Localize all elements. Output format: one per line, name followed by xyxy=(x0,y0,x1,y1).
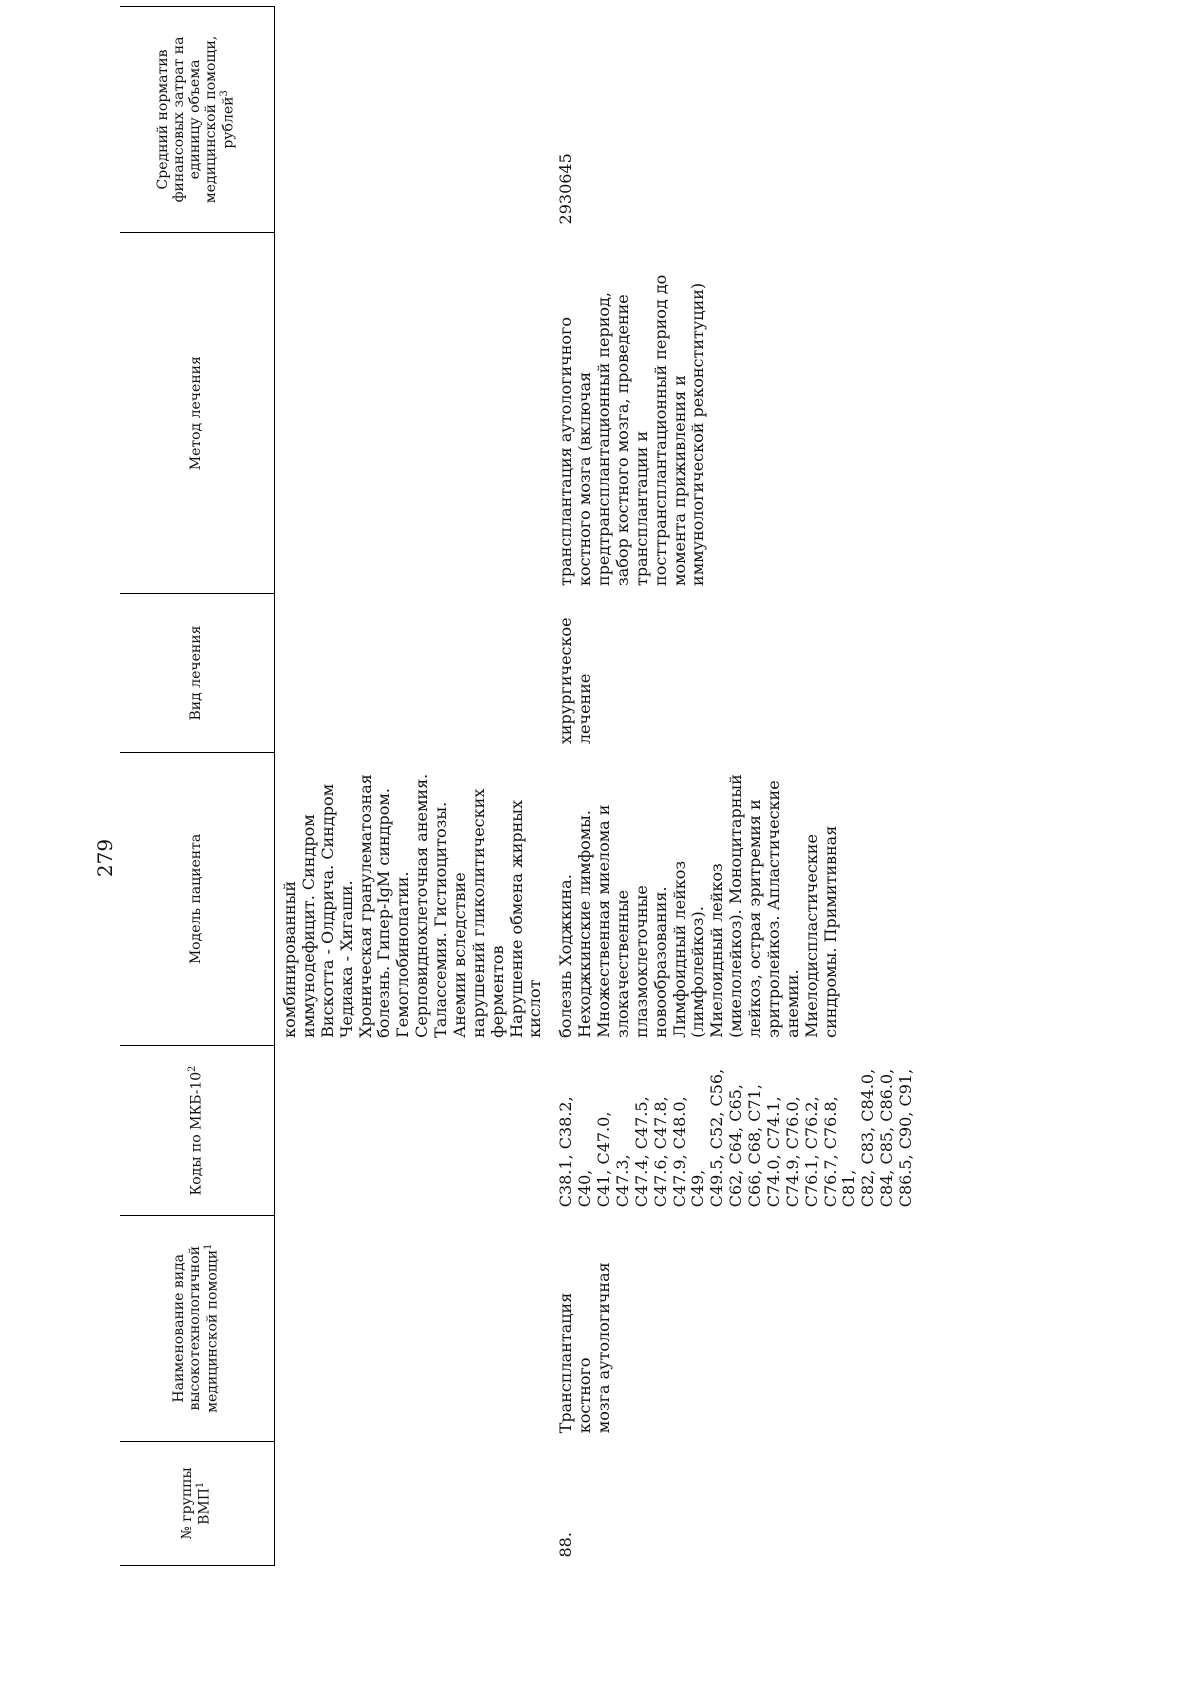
table-container xyxy=(120,6,1120,1566)
table-row xyxy=(275,7,552,1566)
cell-patient-model: болезнь Ходжкина. Неходжкинские лимфомы. Множественная миелома и злокачественные плазмоклеточные новообразования. Лимфоидный лейкоз (лимфолейкоз). Миелоидный лейкоз (миелолейкоз). Моноцитарный лейкоз, острая эритремия и эритролейкоз. Апластические анемии. Миелодиспластические синдромы. Примитивная xyxy=(556,774,840,1038)
header-row xyxy=(120,7,275,1566)
cell-icd-codes: C38.1, C38.2, C40, C41, C47.0, C47.3, C47.4, C47.5, C47.6, C47.8, C47.9, C48.0, C49, C49.5, C52, C56, C62, C64, C65, C66, C68, C71, C74.0, C74.1, C74.9, C76.0, C76.1, C76.2, C76.7, C76.8, C81, C82, C83, C84.0, C84, C85, C86.0, C86.5, C90, C91, xyxy=(556,1068,915,1208)
cell-icd-codes xyxy=(275,1046,552,1215)
cell-group-number: 88. xyxy=(556,1532,576,1558)
header-treatment-method: Метод лечения xyxy=(120,232,275,594)
vmp-table xyxy=(120,6,922,1566)
cell-cost-norm xyxy=(275,7,552,233)
header-treatment-type: Вид лечения xyxy=(120,594,275,752)
table-row xyxy=(551,7,922,1566)
table-header xyxy=(120,7,275,1566)
cell-cost-norm: 2930645 xyxy=(556,153,576,225)
header-vmp-name: Наименование вида высокотехнологичной медицинской помощи$^1$ xyxy=(120,1215,275,1441)
header-group-number: № группы ВМП$^1$ xyxy=(120,1441,275,1565)
cell-vmp-name xyxy=(275,1215,552,1441)
cell-treatment-type: хирургическое лечение xyxy=(556,617,595,745)
cell-patient-model: комбинированный иммунодефицит. Синдром Вискотта - Олдрича. Синдром Чедиака - Хигаши. Хроническая гранулематозная болезнь. Гипер-IgM синдром. Гемоглобинопатии. Серповидноклеточная анемия. Талассемия. Гистиоцитозы. Анемии вследствие нарушений гликолитических ферментов Нарушение обмена жирных кислот xyxy=(280,773,545,1038)
cell-treatment-type xyxy=(275,594,552,752)
cell-group-number xyxy=(275,1441,552,1565)
table-body xyxy=(275,7,922,1566)
cell-treatment-method xyxy=(275,232,552,594)
header-patient-model: Модель пациента xyxy=(120,752,275,1046)
header-icd-codes: Коды по МКБ-$10^2$ xyxy=(120,1046,275,1215)
page-number: 279 xyxy=(93,838,118,878)
cell-treatment-method: трансплантация аутологичного костного мозга (включая предтрансплантационный период, забор костного мозга, проведение трансплантации и посттрансплантационный период до момента приживления и иммунологической реконституции) xyxy=(556,274,708,586)
cell-vmp-name: Трансплантация костного мозга аутологичная xyxy=(556,1262,613,1434)
header-cost-norm: Средний норматив финансовых затрат на единицу объема медицинской помощи, рублей$^3$ xyxy=(120,7,275,233)
